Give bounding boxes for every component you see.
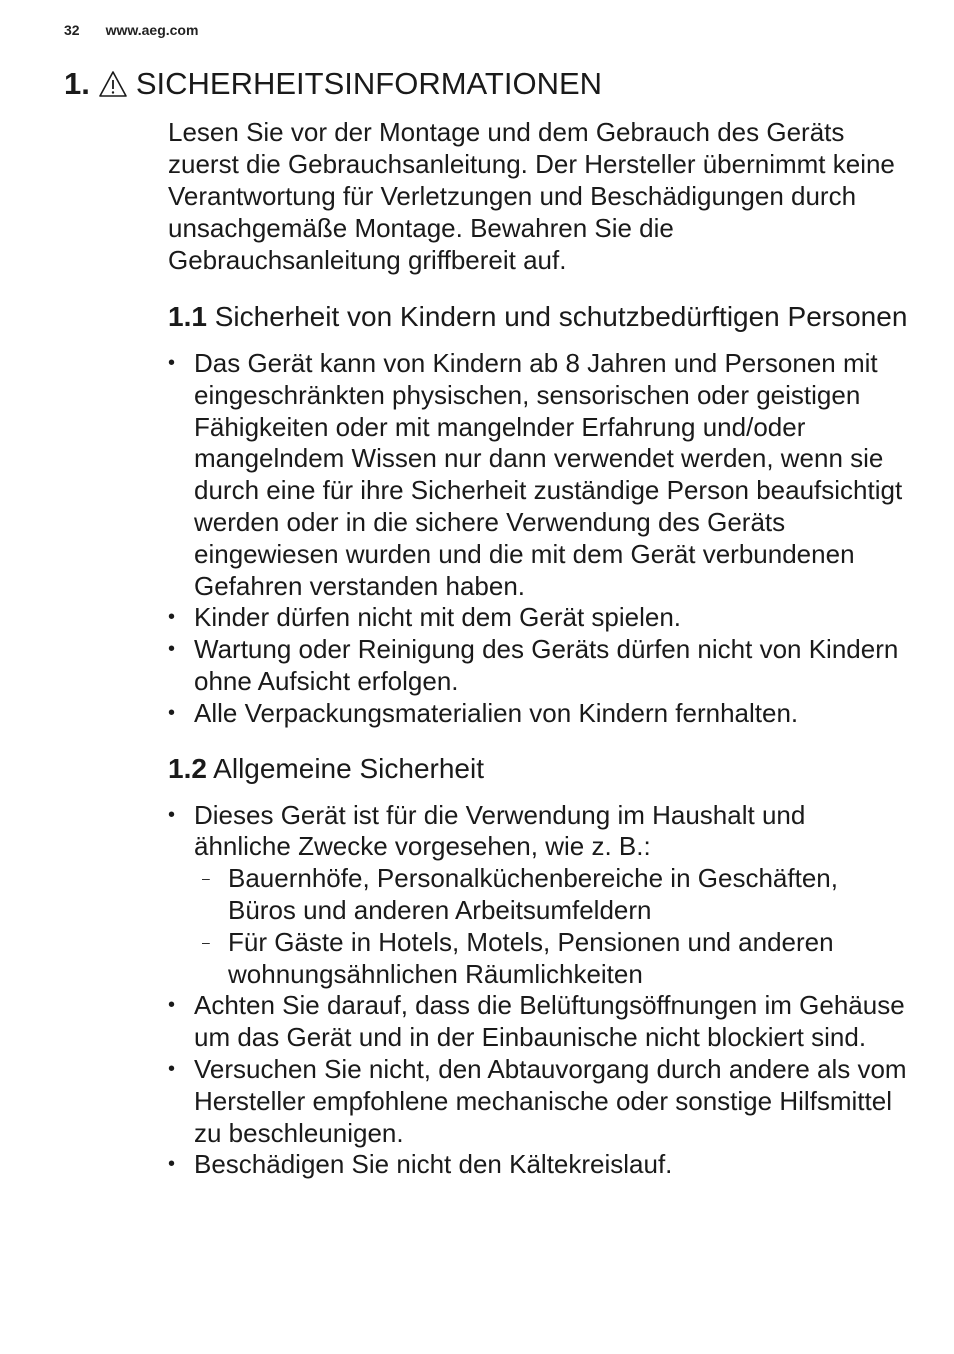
list-item: • Achten Sie darauf, dass die Belüftungsöffnungen im Gehäuse um das Gerät und in der Einbaunische nicht blockiert sind. bbox=[168, 990, 908, 1054]
warning-triangle-icon bbox=[98, 70, 128, 98]
section-number: 1.2 bbox=[168, 752, 207, 784]
sub-list-item: – Bauernhöfe, Personalküchenbereiche in Geschäften, Büros und anderen Arbeitsumfeldern bbox=[194, 863, 908, 927]
children-safety-list bbox=[168, 348, 908, 730]
list-item-text: Dieses Gerät ist für die Verwendung im Haushalt und ähnliche Zwecke vorgesehen, wie z. B.: bbox=[194, 799, 806, 862]
list-item: • Beschädigen Sie nicht den Kältekreislauf. bbox=[168, 1149, 908, 1181]
intro-paragraph: Lesen Sie vor der Montage und dem Gebrauch des Geräts zuerst die Gebrauchsanleitung. Der Hersteller übernimmt keine Verantwortung für Verletzungen und Beschädigungen durch unsachgemäße Montage. Bewahren Sie die Gebrauchsanleitung griffbereit auf. bbox=[168, 117, 895, 275]
general-safety-list bbox=[168, 800, 908, 1182]
section-number: 1.1 bbox=[168, 301, 207, 332]
main-content bbox=[168, 116, 908, 1203]
chapter-number: 1. bbox=[64, 66, 90, 101]
chapter-title-text: SICHERHEITSINFORMATIONEN bbox=[135, 66, 603, 101]
page-number: 32 bbox=[64, 22, 80, 38]
section-title-text: Allgemeine Sicherheit bbox=[213, 752, 484, 784]
list-item: • Kinder dürfen nicht mit dem Gerät spielen. bbox=[168, 602, 908, 634]
section-title-text: Sicherheit von Kindern und schutzbedürftigen Personen bbox=[214, 301, 908, 332]
list-item: • Alle Verpackungsmaterialien von Kindern fernhalten. bbox=[168, 698, 908, 730]
list-item: • Versuchen Sie nicht, den Abtauvorgang durch andere als vom Hersteller empfohlene mechanische oder sonstige Hilfsmittel zu beschleunigen. bbox=[168, 1054, 908, 1149]
sub-list bbox=[194, 863, 908, 990]
website-url: www.aeg.com bbox=[105, 22, 199, 38]
chapter-title bbox=[64, 66, 602, 102]
page-header bbox=[64, 22, 198, 38]
sub-list-item: – Für Gäste in Hotels, Motels, Pensionen und anderen wohnungsähnlichen Räumlichkeiten bbox=[194, 927, 908, 991]
list-item bbox=[168, 800, 908, 991]
list-item: • Wartung oder Reinigung des Geräts dürfen nicht von Kindern ohne Aufsicht erfolgen. bbox=[168, 634, 908, 698]
section-title-general bbox=[168, 752, 908, 786]
list-item: • Das Gerät kann von Kindern ab 8 Jahren und Personen mit eingeschränkten physischen, sensorischen oder geistigen Fähigkeiten oder mit mangelnder Erfahrung und/oder mangelndem Wissen nur dann verwendet werden, wenn sie durch eine für ihre Sicherheit zuständige Person beaufsichtigt werden oder in die sichere Verwendung des Geräts eingewiesen wurden und die mit dem Gerät verbundenen Gefahren verstanden haben. bbox=[168, 348, 908, 602]
section-title-children bbox=[168, 300, 908, 334]
